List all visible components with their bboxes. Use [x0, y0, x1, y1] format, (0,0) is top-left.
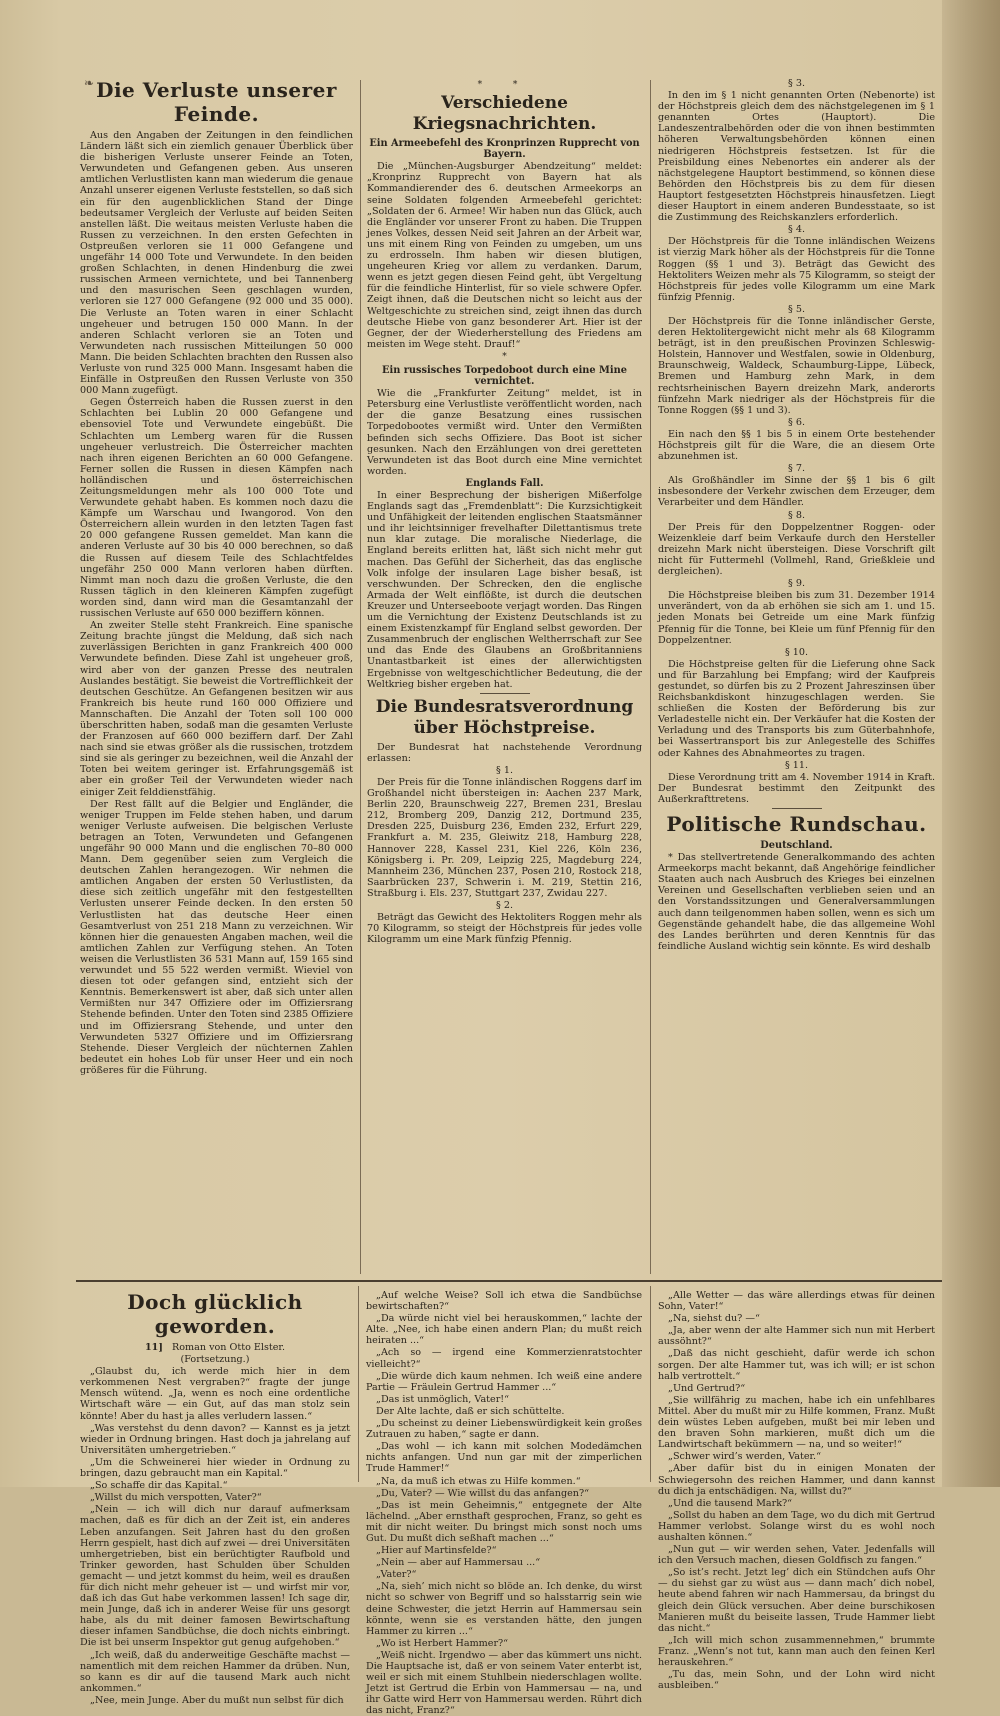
section-text: Diese Verordnung tritt am 4. November 1914 in Kraft. Der Bundesrat bestimmt den Zeitpunkt des Außerkrafttretens.	[658, 771, 935, 805]
column-rule	[358, 1286, 359, 1482]
subheading: Englands Fall.	[465, 477, 544, 489]
article-paragraph: Der Rest fällt auf die Belgier und Engländer, die weniger Truppen im Felde stehen haben, und darum weniger Verluste aufweisen. Die belgischen Verluste betragen an Toten, Verwundeten und Gefangenen ungefähr 90 000 Mann und die englischen 70–80 000 Mann. Dem gegenüber seien zum Vergleich die deutschen Zahlen herangezogen. Wir nehmen die amtlichen Angaben der ersten 50 Verlustlisten, da diese sich zeitlich ungefähr mit den festgestellten Verlusten unserer Feinde decken. In den ersten 50 Verlustlisten hat das deutsche Heer einen Gesamtverlust von 251 218 Mann zu verzeichnen. Wir können hier die genauesten Angaben machen, weil die amtlichen Zahlen zur Verfügung stehen. An Toten weisen die Verlustlisten 36 531 Mann auf, 159 165 sind verwundet und 55 522 werden vermißt. Wieviel von diesen tot oder gefangen sind, entzieht sich der Kenntnis. Bemerkenswert ist aber, daß sich unter allen Vermißten nur 347 Offiziere oder im Offiziersrang Stehende befinden. Unter den Toten sind 2385 Offiziere und im Offiziersrang Stehende, und unter den Verwundeten 5327 Offiziere und im Offiziersrang Stehende. Dieser Vergleich der nüchternen Zahlen bedeutet ein hohes Lob für unser Heer und ein noch größeres für die Führung.	[80, 798, 353, 1076]
subheading: Ein russisches Torpedoboot durch eine Mine vernichtet.	[382, 364, 627, 388]
serial-paragraph: „Ich will mich schon zusammennehmen,“ brummte Franz. „Wenn’s not tut, kann man auch den feinen Kerl herauskehren.“	[658, 1634, 935, 1668]
section-text: Der Preis für die Tonne inländischen Roggens darf im Großhandel nicht übersteigen in: Aachen 237 Mark, Berlin 220, Braunschweig 227, Bremen 231, Breslau 212, Bromberg 209, Danzig 212, Dortmund 235, Dresden 225, Duisburg 236, Emden 232, Erfurt 229, Frankfurt a. M. 235, Gleiwitz 218, Hamburg 228, Hannover 228, Kassel 231, Kiel 226, Köln 236, Königsberg i. Pr. 209, Leipzig 225, Magdeburg 224, Mannheim 236, München 237, Posen 210, Rostock 218, Saarbrücken 237, Schwerin i. M. 219, Stettin 216, Straßburg i. Els. 237, Stuttgart 237, Zwidau 227.	[367, 776, 642, 899]
section-number: § 8.	[788, 509, 805, 521]
article-title: Politische Rundschau.	[666, 812, 927, 836]
serial-byline	[80, 1342, 350, 1353]
serial-paragraph: „Ja, aber wenn der alte Hammer sich nun mit Herbert aussöhnt?“	[658, 1325, 935, 1348]
serial-column-3	[658, 1290, 935, 1692]
serial-paragraph: „Das ist mein Geheimnis,“ entgegnete der Alte lächelnd. „Aber ernsthaft gesprochen, Franz, so geht es mit dir nicht weiter. Du bringst mich sonst noch ums Gut. Du mußt dich seßhaft machen ...“	[366, 1499, 642, 1544]
serial-paragraph: „Die würde dich kaum nehmen. Ich weiß eine andere Partie — Fräulein Gertrud Hammer ...“	[366, 1370, 642, 1393]
serial-paragraph: „Das ist unmöglich, Vater!“	[376, 1393, 510, 1405]
article-paragraph: Die „München-Augsburger Abendzeitung“ meldet: „Kronprinz Rupprecht von Bayern hat als Kommandierender des 6. deutschen Armeekorps an seine Soldaten folgenden Armeebefehl gerichtet: „Soldaten der 6. Armee! Wir haben nun das Glück, auch die Engländer vor unserer Front zu haben. Die Truppen jenes Volkes, dessen Neid seit Jahren an der Arbeit war, uns mit einem Ring von Feinden zu umgeben, um uns zu erdrosseln. Ihm haben wir diesen blutigen, ungeheuren Krieg vor allem zu verdanken. Darum, wenn es jetzt gegen diesen Feind geht, übt Vergeltung für die feindliche Hinterlist, für so viele schwere Opfer. Zeigt ihnen, daß die Deutschen nicht so leicht aus der Weltgeschichte zu streichen sind, zeigt ihnen das durch deutsche Hiebe von ganz besonderer Art. Hier ist der Gegner, der der Wiederherstellung des Friedens am meisten im Wege steht. Drauf!“	[367, 161, 642, 350]
serial-paragraph: „Nun gut — wir werden sehen, Vater. Jedenfalls will ich den Versuch machen, diesen Goldfisch zu fangen.“	[658, 1544, 935, 1567]
serial-continuation: (Fortsetzung.)	[180, 1354, 250, 1366]
column-rule	[360, 80, 361, 1274]
serial-paragraph: „Schwer wird’s werden, Vater.“	[668, 1451, 822, 1463]
serial-paragraph: „Um die Schweinerei hier wieder in Ordnung zu bringen, dazu gebraucht man ein Kapital.“	[80, 1456, 350, 1480]
article-title: Verschiedene Kriegsnachrichten.	[412, 93, 597, 135]
serial-paragraph: „Was verstehst du denn davon? — Kannst es ja jetzt wieder in Ordnung bringen. Hast doch ja jahrelang auf Universitäten umhergetrieben.“	[80, 1422, 350, 1456]
serial-paragraph: „Du, Vater? — Wie willst du das anfangen?“	[376, 1487, 589, 1499]
section-number: § 4.	[788, 224, 805, 236]
serial-number: 11]	[144, 1342, 163, 1353]
section-number: § 7.	[788, 463, 805, 475]
section-text: Der Preis für den Doppelzentner Roggen- oder Weizenkleie darf beim Verkaufe durch den Hersteller dreizehn Mark nicht übersteigen. Diese Vorschrift gilt nicht für Futtermehl (Vollmehl, Rand, Grießkleie und dergleichen).	[658, 521, 935, 578]
serial-paragraph: „Wo ist Herbert Hammer?“	[376, 1637, 509, 1649]
article-paragraph: An zweiter Stelle steht Frankreich. Eine spanische Zeitung brachte jüngst die Meldung, daß sich nach zuverlässigen Berichten in ganz Frankreich 400 000 Verwundete befinden. Diese Zahl ist ungeheuer groß, wird aber von der ganzen Presse des neutralen Auslandes bestätigt. Sie beweist die Vortrefflichkeit der deutschen Geschütze. An Gefangenen besitzen wir aus Frankreich bis heute rund 160 000 Offiziere und Mannschaften. Die Anzahl der Toten soll 100 000 überschritten haben, sodaß man die gesamten Verluste der Franzosen auf 660 000 beziffern darf. Der Zahl nach sind sie etwas größer als die russischen, trotzdem sind sie als geringer zu bezeichnen, weil die Anzahl der Toten bei weitem geringer ist. Erfahrungsgemäß ist aber ein großer Teil der Verwundeten wieder nach einiger Zeit felddienstfähig.	[80, 620, 353, 798]
serial-paragraph: „Sollst du haben an dem Tage, wo du dich mit Gertrud Hammer verlobst. Solange wirst du es wohl noch aushalten können.“	[658, 1509, 935, 1543]
serial-column-2	[366, 1290, 642, 1716]
article-title: Die Verluste unserer Feinde.	[96, 78, 337, 126]
serial-paragraph: „Tu das, mein Sohn, und der Lohn wird nicht ausbleiben.“	[658, 1669, 935, 1692]
serial-paragraph: „Hier auf Martinsfelde?“	[376, 1545, 497, 1557]
serial-paragraph: „Na, da muß ich etwas zu Hilfe kommen.“	[376, 1475, 581, 1487]
page-fold-shadow	[942, 0, 1000, 1487]
serial-paragraph: Der Alte lachte, daß er sich schüttelte.	[376, 1405, 565, 1417]
divider	[480, 693, 530, 694]
serial-paragraph: „Und Gertrud?“	[668, 1382, 746, 1394]
section-number: § 6.	[788, 416, 805, 428]
serial-paragraph: „Nein — ich will dich nur darauf aufmerksam machen, daß es für dich an der Zeit ist, ein anderes Leben anzufangen. Seit Jahren hast du den großen Herrn gespielt, hast dich auf zwei — drei Universitäten umhergetrieben, bist ein berüchtigter Raufbold und Trinker geworden, hast Schulden über Schulden gemacht — und jetzt kommst du heim, weil es draußen für dich nicht mehr geheuer ist — und wirfst mir vor, daß ich das Gut habe verkommen lassen! Ich sage dir, mein Junge, daß ich in anderer Weise für uns gesorgt habe, als du mit deiner famosen Bewirtschaftung dieser infamen Sandbüchse, die doch nichts einbringt. Die ist bei unserm Inspektor gut genug aufgehoben.“	[80, 1504, 350, 1649]
separator: * *	[477, 80, 532, 90]
section-text: In den im § 1 nicht genannten Orten (Nebenorte) ist der Höchstpreis gleich dem des nächstgelegenen im § 1 genannten Ortes (Hauptort). Die Landeszentralbehörden oder die von ihnen bestimmten höheren Verwaltungsbehörden können einen niedrigeren Höchstpreis festsetzen. Ist für die Preisbildung eines Nebenortes ein anderer als der nächstgelegene Hauptort bestimmend, so können diese Behörden den Höchstpreis bis zu dem für diesen Hauptort festgesetzten Höchstpreis hinausfetzen. Liegt dieser Hauptort in einem anderen Bundesstaate, so ist die Zustimmung des Reichskanzlers erforderlich.	[658, 90, 935, 224]
article-paragraph: * Das stellvertretende Generalkommando des achten Armeekorps macht bekannt, daß Angehörige feindlicher Staaten auch nach Ausbruch des Krieges bei einzelnen Vereinen und Gesellschaften verblieben seien und an den Vorstandssitzungen und Generalversammlungen auch dann teilgenommen haben sollen, wenn es sich um Gegenstände gehandelt habe, die das allgemeine Wohl des Landes berührten und deren Kenntnis für das feindliche Ausland wichtig sein könnte. Es wird deshalb	[658, 852, 935, 952]
serial-paragraph: „Ich weiß, daß du anderweitige Geschäfte machst — namentlich mit dem reichen Hammer da drüben. Nun, so kann es dir auf die tausend Mark auch nicht ankommen.“	[80, 1649, 350, 1694]
section-number: § 1.	[496, 764, 513, 776]
serial-paragraph: „Und die tausend Mark?“	[668, 1497, 793, 1509]
divider	[772, 808, 822, 809]
serial-paragraph: „Aber dafür bist du in einigen Monaten der Schwiegersohn des reichen Hammer, und dann kannst du dich ja entschädigen. Na, willst du?“	[658, 1463, 935, 1497]
section-text: Der Höchstpreis für die Tonne inländischer Gerste, deren Hektolitergewicht nicht mehr als 68 Kilogramm beträgt, ist in den preußischen Provinzen Schleswig-Holstein, Hannover und Westfalen, sowie in Oldenburg, Braunschweig, Waldeck, Schaumburg-Lippe, Lübeck, Bremen und Hamburg zehn Mark, in dem rechtsrheinischen Bayern dreizehn Mark, anderorts fünfzehn Mark niedriger als der Höchstpreis für die Tonne Roggen (§§ 1 und 3).	[658, 315, 935, 416]
column-2	[367, 78, 642, 1274]
column-rule	[650, 80, 651, 1274]
article-paragraph: Gegen Österreich haben die Russen zuerst in den Schlachten bei Lublin 20 000 Gefangene und ebensoviel Tote und Verwundete eingebüßt. Die Schlachten um Lemberg waren für die Russen ungeheuer verlustreich. Die Österreicher machten nach ihren eigenen Berichten an 60 000 Gefangene. Ferner sollen die Russen in diesen Kämpfen nach holländischen und österreichischen Zeitungsmeldungen mehr als 100 000 Tote und Verwundete gehabt haben. Es kommen noch dazu die Kämpfe um Warschau und Iwangorod. Von den Österreichern allein wurden in den letzten Tagen fast 20 000 gefangene Russen gemeldet. Man kann die anderen Verluste auf 30 bis 40 000 berechnen, so daß die Russen auf diesem Teile des Schlachtfeldes ungefähr 250 000 Mann verloren haben dürften. Nimmt man noch dazu die großen Verluste, die den Russen täglich in den kleineren Kämpfen zugefügt worden sind, dann wird man die Gesamtanzahl der russischen Verluste auf 650 000 beziffern können.	[80, 397, 353, 620]
column-1	[80, 78, 353, 1274]
serial-column-1	[80, 1290, 350, 1706]
section-number: § 10.	[784, 646, 809, 658]
section-number: § 2.	[496, 900, 513, 911]
serial-paragraph: „Nein — aber auf Hammersau ...“	[376, 1557, 541, 1569]
serial-paragraph: „Da würde nicht viel bei herauskommen,“ lachte der Alte. „Nee, ich habe einen andern Plan; du mußt reich heiraten ...“	[366, 1313, 642, 1347]
section-text: Ein nach den §§ 1 bis 5 in einem Orte bestehender Höchstpreis gilt für die Ware, die an diesem Orte abzunehmen ist.	[658, 428, 935, 463]
section-divider	[76, 1280, 942, 1282]
section-text: Die Höchstpreise bleiben bis zum 31. Dezember 1914 unverändert, von da ab erhöhen sie sich am 1. und 15. jeden Monats bei Getreide um eine Mark fünfzig Pfennig für die Tonne, bei Kleie um fünf Pfennig für den Doppelzentner.	[658, 590, 935, 646]
serial-paragraph: „Glaubst du, ich werde mich hier in dem verkommenen Nest vergraben?“ fragte der junge Mensch wütend. „Ja, wenn es noch eine ordentliche Wirtschaft wäre — ein Gut, auf das man stolz sein könnte! Aber du hast ja alles verludern lassen.“	[80, 1366, 350, 1422]
serial-paragraph: „Auf welche Weise? Soll ich etwa die Sandbüchse bewirtschaften?“	[366, 1290, 642, 1313]
section-number: § 5.	[788, 303, 805, 315]
serial-paragraph: „Daß das nicht geschieht, dafür werde ich schon sorgen. Der alte Hammer tut, was ich will; er ist schon halb vertrottelt.“	[658, 1348, 935, 1382]
section-text: Als Großhändler im Sinne der §§ 1 bis 6 gilt insbesondere der Verkehr zwischen dem Erzeuger, dem Verarbeiter und dem Händler.	[658, 475, 935, 509]
serial-paragraph: „So ist’s recht. Jetzt leg’ dich ein Stündchen aufs Ohr — du siehst gar zu wüst aus — dann mach’ dich nobel, heute abend fahren wir nach Hammersau, da bringst du gleich dein Glück versuchen. Aber deine burschikosen Manieren mußt du beiseite lassen, Trude Hammer liebt das nicht.“	[658, 1567, 935, 1634]
serial-paragraph: „Willst du mich verspotten, Vater?“	[90, 1492, 262, 1504]
serial-paragraph: „Weiß nicht. Irgendwo — aber das kümmert uns nicht. Die Hauptsache ist, daß er von seinem Vater enterbt ist, weil er sich mit einem Stuhlbein niederschlagen wollte. Jetzt ist Gertrud die Erbin von Hammersau — na, und ihr Gatte wird Herr von Hammersau werden. Rührt dich das nicht, Franz?“	[366, 1649, 642, 1716]
serial-title: Doch glücklich geworden.	[127, 1290, 303, 1338]
serial-paragraph: „Ach so — irgend eine Kommerzienratstochter vielleicht?“	[366, 1347, 642, 1370]
serial-paragraph: „Alle Wetter — das wäre allerdings etwas für deinen Sohn, Vater!“	[658, 1290, 935, 1313]
article-paragraph: Wie die „Frankfurter Zeitung“ meldet, ist in Petersburg eine Verlustliste veröffentlicht worden, nach der die ganze Besatzung eines russischen Torpedobootes vermißt wird. Unter den Vermißten befinden sich sechs Offiziere. Das Boot ist sicher gesunken. Nach den Erzählungen von drei geretteten Verwundeten ist das Boot durch eine Mine vernichtet worden.	[367, 388, 642, 477]
serial-paragraph: „Na, sieh’ mich nicht so blöde an. Ich denke, du wirst nicht so schwer von Begriff und so halsstarrig sein wie deine Schwester, die jetzt Herrin auf Hammersau sein könnte, wenn sie es verstanden hätte, den jungen Hammer zu kirren ...“	[366, 1581, 642, 1637]
serial-paragraph: „Na, siehst du? —“	[668, 1313, 760, 1325]
article-paragraph: In einer Besprechung der bisherigen Mißerfolge Englands sagt das „Fremdenblatt“: Die Kurzsichtigkeit und Unfähigkeit der leitenden englischen Staatsmänner und ihr leichtsinniger frevelhafter Dilettantismus trete nun klar zutage. Die moralische Niederlage, die England bereits erlitten hat, läßt sich nicht mehr gut machen. Das Gefühl der Sicherheit, das das englische Volk infolge der insularen Lage bisher besaß, ist verschwunden. Der Schrecken, den die englische Armada der Welt einflößte, ist durch die deutschen Kreuzer und Unterseeboote verjagt worden. Das Ringen um die Vernichtung der Existenz Deutschlands ist zu einem Existenzkampf für England selbst geworden. Der Zusammenbruch der englischen Weltherrschaft zur See und das Ende des Glaubens an Großbritanniens Unantastbarkeit ist eines der allerwichtigsten Ergebnisse von weltgeschichtlicher Bedeutung, die der Weltkrieg bisher ergeben hat.	[367, 490, 642, 690]
subheading: Ein Armeebefehl des Kronprinzen Rupprecht von Bayern.	[369, 138, 640, 161]
serial-paragraph: „Nee, mein Junge. Aber du mußt nun selbst für dich	[90, 1694, 344, 1706]
serial-paragraph: „Du scheinst zu deiner Liebenswürdigkeit kein großes Zutrauen zu haben,“ sagte er dann.	[366, 1418, 642, 1441]
section-text: Beträgt das Gewicht des Hektoliters Roggen mehr als 70 Kilogramm, so steigt der Höchstpreis für jedes volle Kilogramm um eine Mark fünfzig Pfennig.	[367, 912, 642, 946]
serial-paragraph: „So schaffe dir das Kapital.“	[90, 1480, 228, 1492]
subheading: Deutschland.	[760, 840, 833, 851]
separator: *	[502, 351, 507, 362]
serial-paragraph: „Vater?“	[376, 1569, 417, 1581]
section-number: § 11.	[784, 759, 809, 771]
article-paragraph: Der Bundesrat hat nachstehende Verordnung erlassen:	[367, 741, 642, 764]
section-text: Die Höchstpreise gelten für die Lieferung ohne Sack und für Barzahlung bei Empfang; wird der Kaufpreis gestundet, so dürfen bis zu 2 Prozent Jahreszinsen über Reichsbankdiskont hinzugeschlagen werden. Sie schließen die Kosten der Beförderung bis zur Verladestelle nicht ein. Der Verkäufer hat die Kosten der Verladung und des Transports bis zum Güterbahnhofe, bei Wassertransport bis zur Anlegestelle des Schiffes oder Kahnes des Abnahmeortes zu tragen.	[658, 658, 935, 759]
serial-author: Roman von Otto Elster.	[172, 1342, 286, 1353]
article-paragraph: Aus den Angaben der Zeitungen in den feindlichen Ländern läßt sich ein ziemlich genauer Überblick über die bisherigen Verluste unserer Feinde an Toten, Verwundeten und Gefangenen geben. Aus unseren amtlichen Verlustlisten kann man wiederum die genaue Anzahl unserer eigenen Verluste feststellen, so daß sich ein für den augenblicklichen Stand der Dinge bedeutsamer Vergleich der Verluste auf beiden Seiten anstellen läßt. Die weitaus meisten Verluste haben die Russen zu verzeichnen. In den ersten Gefechten in Ostpreußen verloren sie 11 000 Gefangene und ungefähr 14 000 Tote und Verwundete. In den beiden großen Schlachten, in denen Hindenburg die zwei russischen Armeen vernichtete, und bei Tannenberg und den masurischen Seen geschlagen wurden, verloren sie 127 000 Gefangene (92 000 und 35 000). Die Verluste an Toten waren in einer Schlacht ungeheuer und betrugen 150 000 Mann. In der anderen Schlacht verloren sie an Toten und Verwundeten nach russischen Mitteilungen 50 000 Mann. Die beiden Schlachten brachten den Russen also Verluste von rund 325 000 Mann. Insgesamt haben die Einfälle in Ostpreußen den Russen Verluste von 350 000 Mann zugefügt.	[80, 130, 353, 397]
ornament-icon: ❧	[84, 76, 95, 90]
article-title: Die Bundesratsverordnung über Höchstpreise.	[375, 696, 634, 738]
serial-paragraph: „Sie willfährig zu machen, habe ich ein unfehlbares Mittel. Aber du mußt mir zu Hilfe kommen, Franz. Mußt dein wüstes Leben aufgeben, mußt bei mir leben und den braven Sohn markieren, mußt dich um die Landwirtschaft bekümmern — na, und so weiter!“	[658, 1394, 935, 1451]
section-text: Der Höchstpreis für die Tonne inländischen Weizens ist vierzig Mark höher als der Höchstpreis für die Tonne Roggen (§§ 1 und 3). Beträgt das Gewicht des Hektoliters Weizen mehr als 75 Kilogramm, so steigt der Höchstpreis für jedes volle Kilogramm um eine Mark fünfzig Pfennig.	[658, 236, 935, 303]
column-3	[658, 78, 935, 1274]
column-rule	[650, 1286, 651, 1482]
section-number: § 9.	[788, 578, 805, 590]
section-number: § 3.	[788, 78, 805, 89]
serial-paragraph: „Das wohl — ich kann mit solchen Modedämchen nichts anfangen. Und nun gar mit der zimperlichen Trude Hammer!“	[366, 1441, 642, 1475]
